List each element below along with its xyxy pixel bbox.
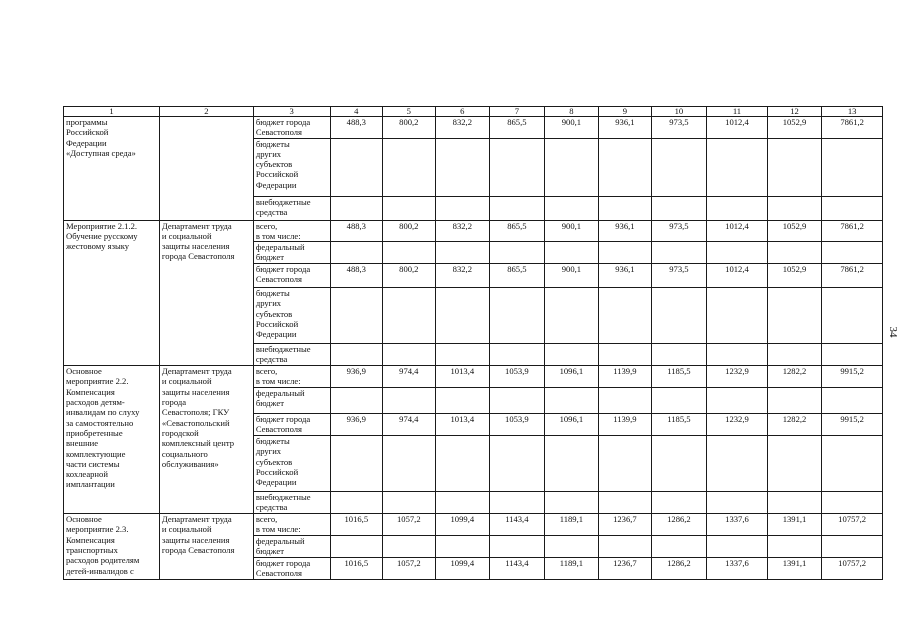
value-cell: [599, 388, 652, 414]
value-cell: [435, 196, 490, 220]
table-row: [64, 117, 883, 139]
value-cell: [435, 344, 490, 366]
value-cell: 1143,4: [490, 558, 545, 580]
value-cell: 900,1: [544, 264, 599, 288]
value-cell: [383, 388, 436, 414]
value-cell: 1232,9: [707, 366, 768, 388]
value-cell: [330, 536, 383, 558]
value-cell: [490, 388, 545, 414]
funding-source-cell: федеральный бюджет: [253, 388, 330, 414]
value-cell: [707, 288, 768, 344]
value-cell: [707, 436, 768, 492]
header-cell: 12: [767, 107, 822, 117]
value-cell: 832,2: [435, 264, 490, 288]
value-cell: [767, 436, 822, 492]
value-cell: 832,2: [435, 220, 490, 242]
value-cell: [822, 436, 883, 492]
funding-source-cell: внебюджетные средства: [253, 196, 330, 220]
value-cell: [651, 242, 707, 264]
value-cell: 1282,2: [767, 366, 822, 388]
activity-name-cell: Основное мероприятие 2.2. Компенсация расходов детям- инвалидам по слуху за самостоятельно приобретенные внешние комплектующие части системы кохлеарной имплантации: [64, 366, 160, 514]
value-cell: [383, 242, 436, 264]
value-cell: [490, 536, 545, 558]
value-cell: 1286,2: [651, 558, 707, 580]
value-cell: 974,4: [383, 366, 436, 388]
value-cell: [330, 436, 383, 492]
value-cell: [822, 138, 883, 196]
value-cell: [544, 436, 599, 492]
responsible-executor-cell: Департамент труда и социальной защиты населения города Севастополя: [159, 514, 253, 580]
funding-source-cell: бюджет города Севастополя: [253, 558, 330, 580]
value-cell: [599, 138, 652, 196]
value-cell: [599, 344, 652, 366]
value-cell: [822, 344, 883, 366]
value-cell: 1236,7: [599, 514, 652, 536]
activity-name-cell: Мероприятие 2.1.2. Обучение русскому жестовому языку: [64, 220, 160, 366]
value-cell: 7861,2: [822, 117, 883, 139]
funding-source-cell: бюджет города Севастополя: [253, 414, 330, 436]
funding-source-cell: всего, в том числе:: [253, 514, 330, 536]
funding-source-cell: внебюджетные средства: [253, 492, 330, 514]
value-cell: [383, 492, 436, 514]
value-cell: [330, 492, 383, 514]
value-cell: [383, 288, 436, 344]
table-row: [64, 220, 883, 242]
value-cell: [599, 288, 652, 344]
value-cell: [544, 138, 599, 196]
value-cell: 1391,1: [767, 514, 822, 536]
value-cell: [383, 138, 436, 196]
value-cell: [707, 196, 768, 220]
funding-source-cell: всего, в том числе:: [253, 366, 330, 388]
value-cell: [822, 288, 883, 344]
funding-source-cell: бюджеты других субъектов Российской Федерации: [253, 288, 330, 344]
value-cell: 1012,4: [707, 117, 768, 139]
value-cell: [544, 288, 599, 344]
value-cell: [767, 344, 822, 366]
value-cell: 1012,4: [707, 264, 768, 288]
value-cell: 900,1: [544, 220, 599, 242]
value-cell: 1096,1: [544, 366, 599, 388]
value-cell: [383, 436, 436, 492]
value-cell: [544, 536, 599, 558]
responsible-executor-cell: [159, 117, 253, 221]
activity-name-cell: Основное мероприятие 2.3. Компенсация транспортных расходов родителям детей-инвалидов с: [64, 514, 160, 580]
header-cell: 5: [383, 107, 436, 117]
value-cell: [383, 196, 436, 220]
value-cell: 1096,1: [544, 414, 599, 436]
value-cell: 1057,2: [383, 558, 436, 580]
value-cell: [767, 492, 822, 514]
value-cell: 865,5: [490, 117, 545, 139]
value-cell: 1013,4: [435, 366, 490, 388]
value-cell: 973,5: [651, 117, 707, 139]
value-cell: [544, 344, 599, 366]
value-cell: [490, 196, 545, 220]
value-cell: [435, 388, 490, 414]
value-cell: [435, 536, 490, 558]
value-cell: [330, 242, 383, 264]
value-cell: 488,3: [330, 220, 383, 242]
value-cell: [822, 536, 883, 558]
value-cell: 1189,1: [544, 514, 599, 536]
value-cell: [651, 344, 707, 366]
value-cell: 974,4: [383, 414, 436, 436]
value-cell: [544, 242, 599, 264]
value-cell: 800,2: [383, 117, 436, 139]
value-cell: 1391,1: [767, 558, 822, 580]
activity-name-cell: программы Российской Федерации «Доступная среда»: [64, 117, 160, 221]
value-cell: [435, 492, 490, 514]
value-cell: [599, 196, 652, 220]
value-cell: [707, 242, 768, 264]
value-cell: 800,2: [383, 264, 436, 288]
value-cell: [707, 344, 768, 366]
value-cell: 1013,4: [435, 414, 490, 436]
value-cell: [490, 436, 545, 492]
value-cell: 832,2: [435, 117, 490, 139]
value-cell: [383, 344, 436, 366]
value-cell: 10757,2: [822, 514, 883, 536]
value-cell: [767, 138, 822, 196]
value-cell: [330, 138, 383, 196]
header-cell: 2: [159, 107, 253, 117]
table-row: [64, 366, 883, 388]
value-cell: [707, 138, 768, 196]
value-cell: [435, 288, 490, 344]
header-cell: 9: [599, 107, 652, 117]
value-cell: [707, 492, 768, 514]
value-cell: [435, 436, 490, 492]
value-cell: [767, 388, 822, 414]
value-cell: 800,2: [383, 220, 436, 242]
value-cell: 1057,2: [383, 514, 436, 536]
value-cell: 1139,9: [599, 414, 652, 436]
value-cell: [330, 388, 383, 414]
funding-source-cell: бюджеты других субъектов Российской Федерации: [253, 138, 330, 196]
value-cell: 1016,5: [330, 514, 383, 536]
value-cell: 865,5: [490, 220, 545, 242]
value-cell: 1099,4: [435, 514, 490, 536]
value-cell: 9915,2: [822, 366, 883, 388]
value-cell: 936,9: [330, 366, 383, 388]
value-cell: 1139,9: [599, 366, 652, 388]
table-body: [64, 107, 883, 580]
value-cell: [651, 196, 707, 220]
value-cell: 1185,5: [651, 366, 707, 388]
value-cell: 1052,9: [767, 220, 822, 242]
page-number: 34: [887, 326, 899, 338]
value-cell: 1282,2: [767, 414, 822, 436]
header-cell: 13: [822, 107, 883, 117]
value-cell: 1189,1: [544, 558, 599, 580]
value-cell: 1053,9: [490, 366, 545, 388]
value-cell: 973,5: [651, 264, 707, 288]
value-cell: [767, 242, 822, 264]
header-cell: 8: [544, 107, 599, 117]
value-cell: 1236,7: [599, 558, 652, 580]
funding-source-cell: всего, в том числе:: [253, 220, 330, 242]
value-cell: 9915,2: [822, 414, 883, 436]
value-cell: [544, 388, 599, 414]
value-cell: [822, 492, 883, 514]
value-cell: [330, 196, 383, 220]
header-cell: 6: [435, 107, 490, 117]
responsible-executor-cell: Департамент труда и социальной защиты населения города Севастополя: [159, 220, 253, 366]
value-cell: 1012,4: [707, 220, 768, 242]
value-cell: [544, 196, 599, 220]
value-cell: 7861,2: [822, 264, 883, 288]
value-cell: [651, 288, 707, 344]
value-cell: [767, 536, 822, 558]
value-cell: [651, 492, 707, 514]
table-row: [64, 514, 883, 536]
value-cell: [767, 196, 822, 220]
value-cell: 1337,6: [707, 514, 768, 536]
header-cell: 3: [253, 107, 330, 117]
header-cell: 10: [651, 107, 707, 117]
value-cell: 1286,2: [651, 514, 707, 536]
value-cell: [599, 492, 652, 514]
value-cell: [822, 196, 883, 220]
funding-source-cell: бюджет города Севастополя: [253, 117, 330, 139]
value-cell: [822, 388, 883, 414]
value-cell: [383, 536, 436, 558]
funding-source-cell: внебюджетные средства: [253, 344, 330, 366]
value-cell: [651, 388, 707, 414]
value-cell: [767, 288, 822, 344]
header-cell: 1: [64, 107, 160, 117]
value-cell: 1052,9: [767, 117, 822, 139]
value-cell: 936,9: [330, 414, 383, 436]
value-cell: [490, 344, 545, 366]
value-cell: [651, 536, 707, 558]
header-cell: 11: [707, 107, 768, 117]
value-cell: 1016,5: [330, 558, 383, 580]
value-cell: [330, 288, 383, 344]
value-cell: 1337,6: [707, 558, 768, 580]
value-cell: [490, 242, 545, 264]
value-cell: 488,3: [330, 264, 383, 288]
value-cell: 973,5: [651, 220, 707, 242]
funding-source-cell: бюджеты других субъектов Российской Федерации: [253, 436, 330, 492]
value-cell: [599, 436, 652, 492]
funding-source-cell: бюджет города Севастополя: [253, 264, 330, 288]
value-cell: 936,1: [599, 264, 652, 288]
budget-table: [63, 106, 883, 580]
value-cell: 10757,2: [822, 558, 883, 580]
value-cell: [651, 436, 707, 492]
header-row: [64, 107, 883, 117]
value-cell: 1185,5: [651, 414, 707, 436]
value-cell: [599, 242, 652, 264]
value-cell: [544, 492, 599, 514]
value-cell: 1232,9: [707, 414, 768, 436]
value-cell: [435, 242, 490, 264]
value-cell: 1052,9: [767, 264, 822, 288]
value-cell: [822, 242, 883, 264]
value-cell: 488,3: [330, 117, 383, 139]
value-cell: 7861,2: [822, 220, 883, 242]
responsible-executor-cell: Департамент труда и социальной защиты населения города Севастополя; ГКУ «Севастопольский городской комплексный центр социального обслуживания»: [159, 366, 253, 514]
value-cell: [490, 138, 545, 196]
value-cell: [490, 288, 545, 344]
value-cell: [435, 138, 490, 196]
value-cell: 1099,4: [435, 558, 490, 580]
value-cell: [651, 138, 707, 196]
header-cell: 4: [330, 107, 383, 117]
value-cell: [599, 536, 652, 558]
value-cell: [707, 536, 768, 558]
value-cell: [330, 344, 383, 366]
value-cell: 936,1: [599, 220, 652, 242]
value-cell: 900,1: [544, 117, 599, 139]
funding-source-cell: федеральный бюджет: [253, 536, 330, 558]
value-cell: 1053,9: [490, 414, 545, 436]
value-cell: 936,1: [599, 117, 652, 139]
funding-source-cell: федеральный бюджет: [253, 242, 330, 264]
value-cell: 1143,4: [490, 514, 545, 536]
value-cell: [707, 388, 768, 414]
value-cell: [490, 492, 545, 514]
value-cell: 865,5: [490, 264, 545, 288]
header-cell: 7: [490, 107, 545, 117]
